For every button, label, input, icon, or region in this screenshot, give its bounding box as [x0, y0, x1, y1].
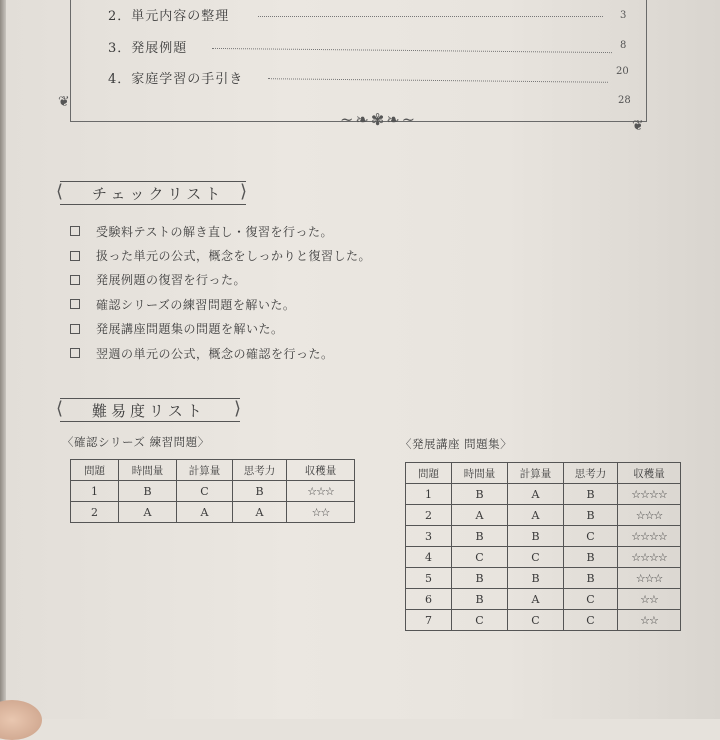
table-cell: B	[233, 481, 287, 502]
toc-item[interactable]: 3．発展例題	[108, 41, 188, 56]
table-cell: A	[177, 502, 233, 523]
column-header: 問題	[406, 463, 452, 484]
table-cell: C	[508, 610, 564, 631]
checklist-item[interactable]: 翌週の単元の公式，概念の確認を行った。	[70, 341, 371, 365]
column-header: 計算量	[508, 463, 564, 484]
column-header: 時間量	[119, 460, 177, 481]
column-header: 収穫量	[287, 460, 355, 481]
table-row	[406, 526, 681, 547]
flourish-ornament-icon: ~❧✾❧~	[340, 110, 418, 129]
bracket-ornament-icon: ⟩	[240, 181, 252, 202]
empty-checkbox-icon[interactable]	[70, 275, 80, 285]
table-cell: B	[564, 568, 618, 589]
checklist	[70, 219, 371, 365]
bracket-ornament-icon: ⟨	[56, 398, 68, 419]
finger-thumb	[0, 700, 42, 740]
difficulty-title-box	[56, 398, 246, 422]
table-cell: ☆☆☆	[618, 568, 681, 589]
checklist-item[interactable]: 確認シリーズの練習問題を解いた。	[70, 292, 371, 316]
empty-checkbox-icon[interactable]	[70, 226, 80, 236]
practice-problems-table	[70, 459, 355, 523]
toc-page-number: 28	[618, 95, 631, 106]
checklist-item[interactable]: 扱った単元の公式，概念をしっかりと復習した。	[70, 243, 371, 267]
table-cell: ☆☆☆	[287, 481, 355, 502]
table-cell: ☆☆	[618, 610, 681, 631]
table-row	[406, 505, 681, 526]
table-cell: A	[452, 505, 508, 526]
table-cell: B	[564, 484, 618, 505]
bracket-ornament-icon: ⟨	[56, 181, 68, 202]
table-cell: 2	[406, 505, 452, 526]
table-row	[406, 568, 681, 589]
table-cell: C	[177, 481, 233, 502]
table-cell: 7	[406, 610, 452, 631]
toc-leader	[258, 16, 603, 17]
table-cell: 2	[71, 502, 119, 523]
table-row	[406, 589, 681, 610]
flourish-ornament-icon: ❦	[632, 118, 644, 134]
table-cell: C	[452, 547, 508, 568]
table-cell: 3	[406, 526, 452, 547]
table-cell: ☆☆☆☆	[618, 526, 681, 547]
empty-checkbox-icon[interactable]	[70, 299, 80, 309]
table-row	[71, 481, 355, 502]
table-cell: 1	[406, 484, 452, 505]
table-cell: A	[233, 502, 287, 523]
table-cell: C	[452, 610, 508, 631]
checklist-title-box	[56, 181, 252, 205]
table-cell: 1	[71, 481, 119, 502]
checklist-item[interactable]: 発展講座問題集の問題を解いた。	[70, 317, 371, 341]
table-cell: A	[508, 589, 564, 610]
table1-caption: 〈確認シリーズ 練習問題〉	[62, 435, 210, 449]
toc-item[interactable]: 2．単元内容の整理	[108, 9, 230, 24]
column-header: 時間量	[452, 463, 508, 484]
table-cell: A	[119, 502, 177, 523]
table-cell: ☆☆	[618, 589, 681, 610]
column-header: 計算量	[177, 460, 233, 481]
column-header: 思考力	[564, 463, 618, 484]
table-cell: 6	[406, 589, 452, 610]
table-cell: B	[508, 526, 564, 547]
table-cell: B	[452, 484, 508, 505]
table-cell: B	[119, 481, 177, 502]
table-cell: 5	[406, 568, 452, 589]
empty-checkbox-icon[interactable]	[70, 348, 80, 358]
table-cell: B	[452, 589, 508, 610]
advanced-problems-table	[405, 462, 681, 631]
table-cell: C	[564, 610, 618, 631]
bracket-ornament-icon: ⟩	[234, 398, 246, 419]
toc-page-number: 8	[620, 40, 627, 51]
table-cell: ☆☆☆☆	[618, 547, 681, 568]
table-row	[406, 547, 681, 568]
table-cell: B	[564, 547, 618, 568]
toc-page-number: 3	[620, 10, 627, 21]
table-cell: C	[564, 526, 618, 547]
difficulty-title: 難易度リスト	[92, 402, 206, 420]
table-row	[406, 610, 681, 631]
table-header-row	[406, 463, 681, 484]
flourish-ornament-icon: ❦	[58, 94, 70, 110]
column-header: 問題	[71, 460, 119, 481]
empty-checkbox-icon[interactable]	[70, 324, 80, 334]
empty-checkbox-icon[interactable]	[70, 251, 80, 261]
table-cell: ☆☆	[287, 502, 355, 523]
checklist-item[interactable]: 受験料テストの解き直し・復習を行った。	[70, 219, 371, 243]
table-cell: A	[508, 484, 564, 505]
table-row	[406, 484, 681, 505]
toc-page-number: 20	[616, 66, 629, 77]
column-header: 収穫量	[618, 463, 681, 484]
table-cell: B	[452, 526, 508, 547]
table-cell: A	[508, 505, 564, 526]
checklist-title: チェックリスト	[92, 185, 225, 203]
toc-item[interactable]: 4．家庭学習の手引き	[108, 72, 244, 87]
table-cell: ☆☆☆☆	[618, 484, 681, 505]
table-cell: C	[564, 589, 618, 610]
table-cell: B	[564, 505, 618, 526]
column-header: 思考力	[233, 460, 287, 481]
checklist-item[interactable]: 発展例題の復習を行った。	[70, 268, 371, 292]
table-cell: C	[508, 547, 564, 568]
table-header-row	[71, 460, 355, 481]
table-cell: B	[508, 568, 564, 589]
table2-caption: 〈発展講座 問題集〉	[400, 437, 513, 451]
table-cell: 4	[406, 547, 452, 568]
book-spine-shadow	[0, 0, 6, 719]
table-cell: ☆☆☆	[618, 505, 681, 526]
table-row	[71, 502, 355, 523]
table-cell: B	[452, 568, 508, 589]
